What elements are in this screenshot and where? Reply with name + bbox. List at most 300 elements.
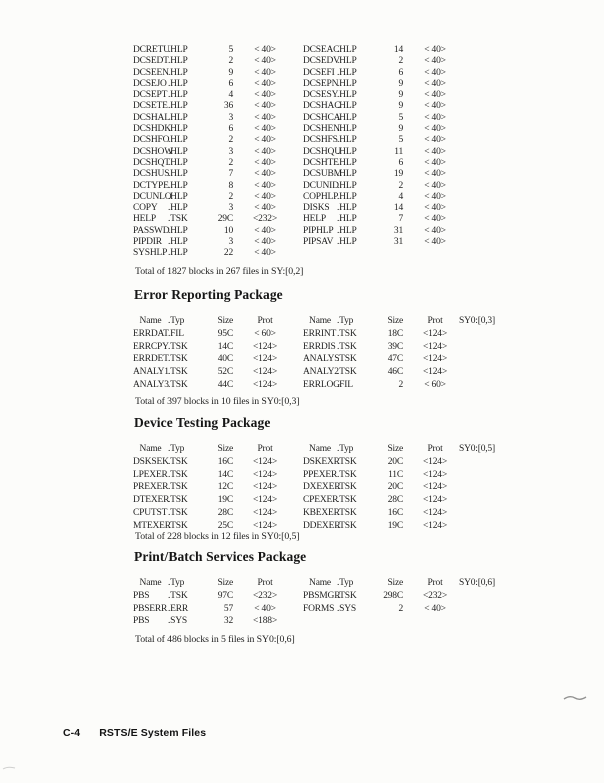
- file-size: 9: [398, 101, 403, 112]
- table-row: [133, 456, 527, 469]
- file-name: DCSHFS: [303, 135, 338, 146]
- file-type: .TSK: [168, 379, 188, 390]
- file-protection: <124>: [423, 341, 447, 352]
- file-name: ANALY1: [133, 367, 169, 378]
- file-size: 28C: [217, 507, 233, 518]
- file-name: ERRLOG: [303, 379, 340, 390]
- print-batch-files-table: [133, 577, 527, 628]
- file-protection: < 40>: [254, 67, 276, 78]
- table-row: [133, 494, 527, 507]
- file-protection: < 40>: [424, 45, 446, 55]
- file-type: .HLP: [337, 124, 357, 135]
- file-type: .TSK: [337, 507, 357, 518]
- file-protection: < 40>: [424, 203, 446, 214]
- file-type: .HLP: [168, 203, 188, 214]
- file-type: .TSK: [337, 354, 357, 365]
- file-name: DCSEJO: [133, 78, 167, 89]
- file-name: DCSEDT: [133, 56, 169, 67]
- table-row: [133, 90, 527, 101]
- file-protection: <124>: [423, 520, 447, 531]
- file-type: .TSK: [337, 341, 357, 352]
- file-size: 28C: [387, 495, 403, 506]
- column-header-size: Size: [387, 578, 403, 588]
- file-name: DCSHCA: [303, 112, 341, 123]
- file-type: .HLP: [168, 78, 188, 89]
- file-name: PBS: [133, 590, 150, 601]
- file-name: DCSHUS: [133, 169, 170, 180]
- file-size: 97C: [217, 590, 233, 601]
- file-name: PIPHLP: [303, 225, 334, 236]
- file-name: ERRINT: [303, 328, 337, 339]
- file-name: DCSHTE: [303, 157, 339, 168]
- column-header-size: Size: [217, 578, 233, 588]
- file-protection: < 40>: [424, 146, 446, 157]
- file-protection: <124>: [253, 469, 277, 480]
- file-size: 10: [223, 225, 233, 236]
- file-protection: <124>: [423, 495, 447, 506]
- file-name: DCSHOW: [133, 146, 173, 157]
- file-protection: < 40>: [254, 191, 276, 202]
- file-size: 14C: [217, 341, 233, 352]
- file-name: DCSHFO: [133, 135, 170, 146]
- file-type: .HLP: [168, 157, 188, 168]
- file-type: .HLP: [337, 214, 357, 225]
- system-help-files-table: [133, 45, 527, 260]
- file-protection: < 40>: [254, 248, 276, 259]
- file-type: .HLP: [168, 67, 188, 78]
- table-row: [133, 379, 527, 392]
- column-header-name: Name: [309, 578, 331, 588]
- file-size: 14C: [217, 469, 233, 480]
- total-line-sy03: Total of 397 blocks in 10 files in SY0:[0,3]: [135, 396, 300, 407]
- file-type: .HLP: [168, 225, 188, 236]
- file-size: 9: [398, 78, 403, 89]
- file-type: .HLP: [168, 169, 188, 180]
- file-type: .HLP: [337, 101, 357, 112]
- file-type: .FIL: [337, 379, 353, 390]
- directory-label: SY0:[0,6]: [459, 578, 495, 588]
- column-header-prot: Prot: [257, 444, 273, 454]
- file-name: DCSHQT: [133, 157, 170, 168]
- file-type: .TSK: [168, 456, 188, 467]
- file-name: DXEXER: [303, 482, 341, 493]
- file-type: .TSK: [168, 469, 188, 480]
- column-header-typ: .Typ: [337, 316, 354, 326]
- file-type: .TSK: [168, 214, 188, 225]
- file-type: .HLP: [337, 180, 357, 191]
- file-protection: <124>: [423, 507, 447, 518]
- file-name: DISKS: [303, 203, 330, 214]
- file-protection: <124>: [253, 354, 277, 365]
- file-type: .HLP: [337, 191, 357, 202]
- file-size: 31: [393, 225, 403, 236]
- file-name: PASSWD: [133, 225, 170, 236]
- file-name: DCTYPE: [133, 180, 169, 191]
- table-row: [133, 192, 527, 203]
- table-row: [133, 45, 527, 56]
- file-type: .TSK: [168, 341, 188, 352]
- file-size: 19: [393, 169, 403, 180]
- file-size: 3: [228, 146, 233, 157]
- file-size: 6: [228, 124, 233, 135]
- table-row: [133, 353, 527, 366]
- file-name: DCSUBM: [303, 169, 342, 180]
- file-name: ERRDET: [133, 354, 169, 365]
- file-size: 46C: [387, 367, 403, 378]
- column-header-typ: .Typ: [337, 578, 354, 588]
- file-protection: [413, 615, 457, 628]
- file-name: COPY: [133, 203, 158, 214]
- file-protection: < 40>: [254, 124, 276, 135]
- file-name: CPUTST: [133, 507, 168, 518]
- file-size: 40C: [217, 354, 233, 365]
- file-size: 18C: [387, 328, 403, 339]
- file-protection: < 40>: [424, 214, 446, 225]
- file-size: 4: [398, 191, 403, 202]
- file-type: .HLP: [168, 191, 188, 202]
- file-name: DTEXER: [133, 495, 170, 506]
- footer-title: RSTS/E System Files: [99, 727, 207, 739]
- file-type: .HLP: [337, 112, 357, 123]
- file-protection: < 40>: [254, 56, 276, 67]
- file-protection: < 40>: [254, 112, 276, 123]
- file-type: .TSK: [337, 590, 357, 601]
- file-name: PBS: [133, 616, 150, 627]
- file-protection: < 40>: [424, 112, 446, 123]
- file-protection: < 40>: [254, 135, 276, 146]
- file-size: 6: [398, 67, 403, 78]
- file-protection: <124>: [423, 469, 447, 480]
- file-protection: <124>: [253, 482, 277, 493]
- file-size: 12C: [217, 482, 233, 493]
- table-header-row: [133, 443, 527, 456]
- file-name: ANALY3: [133, 379, 169, 390]
- file-type: .HLP: [168, 124, 188, 135]
- file-name: DCSHAL: [133, 112, 170, 123]
- file-protection: < 40>: [254, 237, 276, 248]
- file-size: 22: [223, 248, 233, 259]
- file-type: .HLP: [337, 225, 357, 236]
- file-type: .TSK: [168, 482, 188, 493]
- file-protection: < 40>: [254, 78, 276, 89]
- file-size: [372, 615, 403, 628]
- file-type: [337, 248, 372, 259]
- file-name: DCSEPT: [133, 90, 168, 101]
- file-protection: < 40>: [254, 45, 276, 55]
- file-protection: <124>: [253, 495, 277, 506]
- file-size: 44C: [217, 379, 233, 390]
- file-type: .HLP: [168, 90, 188, 101]
- file-name: DCUNID: [303, 180, 339, 191]
- file-size: 14: [393, 45, 403, 55]
- file-name: ANALY2: [303, 367, 339, 378]
- file-type: .FIL: [168, 328, 184, 339]
- table-row: [133, 341, 527, 354]
- column-header-prot: Prot: [257, 578, 273, 588]
- file-type: .TSK: [337, 469, 357, 480]
- table-header-row: [133, 315, 527, 328]
- file-name: PIPSAV: [303, 237, 334, 248]
- table-row: [133, 507, 527, 520]
- file-name: PIPDIR: [133, 237, 162, 248]
- file-size: 2: [398, 603, 403, 614]
- file-protection: <124>: [423, 354, 447, 365]
- file-type: .TSK: [168, 507, 188, 518]
- file-size: 14: [393, 203, 403, 214]
- file-size: [372, 248, 403, 259]
- file-name: ERRCPY: [133, 341, 169, 352]
- file-size: 2: [398, 180, 403, 191]
- file-type: .HLP: [168, 45, 188, 55]
- file-type: .HLP: [337, 237, 357, 248]
- file-size: 47C: [387, 354, 403, 365]
- column-header-size: Size: [387, 316, 403, 326]
- file-size: 2: [228, 135, 233, 146]
- file-type: .HLP: [337, 67, 357, 78]
- directory-label: SY0:[0,3]: [459, 316, 495, 326]
- column-header-typ: .Typ: [168, 444, 185, 454]
- file-size: 32: [223, 616, 233, 627]
- file-protection: [413, 248, 457, 259]
- file-protection: < 40>: [254, 101, 276, 112]
- file-size: 5: [228, 45, 233, 55]
- file-size: 5: [398, 135, 403, 146]
- file-size: 95C: [217, 328, 233, 339]
- file-type: .TSK: [337, 482, 357, 493]
- page-footer: [63, 727, 206, 739]
- table-row: [133, 590, 527, 603]
- file-type: .TSK: [168, 520, 188, 531]
- column-header-prot: Prot: [427, 578, 443, 588]
- column-header-name: Name: [139, 316, 162, 326]
- file-size: 6: [228, 78, 233, 89]
- file-name: PBSMGR: [303, 590, 341, 601]
- scan-edge-mark-icon: [2, 764, 16, 772]
- file-name: DCSEAC: [303, 45, 340, 55]
- table-row: [133, 603, 527, 616]
- column-header-prot: Prot: [427, 444, 443, 454]
- device-testing-files-table: [133, 443, 527, 533]
- file-protection: < 40>: [254, 90, 276, 101]
- file-name: CPEXER: [303, 495, 339, 506]
- file-protection: <124>: [423, 482, 447, 493]
- file-size: 2: [398, 56, 403, 67]
- file-size: 29C: [217, 214, 233, 225]
- file-name: COPHLP: [303, 191, 339, 202]
- file-type: .HLP: [337, 90, 357, 101]
- table-row: [133, 203, 527, 214]
- file-type: .HLP: [168, 101, 188, 112]
- file-type: .TSK: [168, 590, 188, 601]
- file-name: LPEXER: [133, 469, 168, 480]
- table-row: [133, 79, 527, 90]
- file-name: ANALYS: [303, 354, 340, 365]
- file-size: 6: [398, 157, 403, 168]
- file-size: 57: [223, 603, 233, 614]
- table-row: [133, 181, 527, 192]
- file-name: HELP: [133, 214, 156, 225]
- file-type: .HLP: [337, 157, 357, 168]
- file-type: .HLP: [168, 56, 188, 67]
- file-size: 16C: [217, 456, 233, 467]
- table-row: [133, 481, 527, 494]
- file-protection: < 40>: [424, 169, 446, 180]
- file-type: .TSK: [337, 520, 357, 531]
- column-header-typ: .Typ: [337, 444, 354, 454]
- file-protection: < 40>: [424, 191, 446, 202]
- file-type: .TSK: [168, 367, 188, 378]
- file-protection: < 40>: [254, 203, 276, 214]
- file-type: .HLP: [168, 112, 188, 123]
- file-protection: <124>: [253, 520, 277, 531]
- file-name: FORMS: [303, 603, 335, 614]
- file-name: DCSEPN: [303, 78, 339, 89]
- table-row: [133, 237, 527, 248]
- file-name: PPEXER: [303, 469, 338, 480]
- file-name: [303, 615, 337, 628]
- section-heading-error-reporting: Error Reporting Package: [134, 287, 283, 302]
- table-row: [133, 214, 527, 225]
- file-protection: < 40>: [424, 225, 446, 236]
- file-protection: <124>: [423, 456, 447, 467]
- file-size: 9: [398, 124, 403, 135]
- file-protection: < 40>: [254, 157, 276, 168]
- file-size: 16C: [387, 507, 403, 518]
- file-size: 3: [228, 203, 233, 214]
- table-row: [133, 248, 527, 259]
- table-row: [133, 615, 527, 628]
- total-line-sy05: Total of 228 blocks in 12 files in SY0:[0,5]: [135, 531, 300, 542]
- table-row: [133, 469, 527, 482]
- file-type: [337, 615, 372, 628]
- file-name: ERRDAT: [133, 328, 169, 339]
- file-size: 11: [394, 146, 403, 157]
- file-type: .SYS: [168, 616, 188, 627]
- file-name: DCSEFI: [303, 67, 335, 78]
- column-header-name: Name: [309, 316, 331, 326]
- table-row: [133, 169, 527, 180]
- file-type: .TSK: [337, 367, 357, 378]
- file-type: .HLP: [337, 45, 357, 55]
- file-size: 31: [393, 237, 403, 248]
- file-protection: <232>: [253, 214, 277, 225]
- file-size: 19C: [387, 520, 403, 531]
- table-row: [133, 124, 527, 135]
- file-protection: <232>: [423, 590, 447, 601]
- file-size: 20C: [387, 456, 403, 467]
- file-size: 2: [398, 379, 403, 390]
- file-type: .HLP: [168, 248, 188, 259]
- file-name: DSKSEK: [133, 456, 169, 467]
- file-size: 3: [228, 112, 233, 123]
- file-protection: < 40>: [254, 225, 276, 236]
- file-size: 8: [228, 180, 233, 191]
- file-type: .TSK: [337, 456, 357, 467]
- file-protection: < 40>: [424, 90, 446, 101]
- file-protection: < 40>: [254, 603, 276, 614]
- file-type: .HLP: [337, 78, 357, 89]
- file-protection: <124>: [253, 379, 277, 390]
- table-row: [133, 56, 527, 67]
- file-size: 298C: [383, 590, 403, 601]
- file-name: DSKEXR: [303, 456, 340, 467]
- section-heading-device-testing: Device Testing Package: [134, 415, 271, 430]
- file-size: 9: [228, 67, 233, 78]
- column-header-typ: .Typ: [168, 578, 185, 588]
- column-header-name: Name: [139, 578, 162, 588]
- file-name: DCUNLO: [133, 191, 172, 202]
- column-header-size: Size: [387, 444, 403, 454]
- total-line-sy06: Total of 486 blocks in 5 files in SY0:[0,6]: [135, 634, 295, 645]
- file-size: 36: [223, 101, 233, 112]
- file-protection: < 60>: [254, 328, 276, 339]
- file-name: DCSHEN: [303, 124, 340, 135]
- file-size: 7: [398, 214, 403, 225]
- file-name: DCSHAC: [303, 101, 341, 112]
- file-protection: <124>: [423, 367, 447, 378]
- file-protection: < 40>: [424, 101, 446, 112]
- error-reporting-files-table: [133, 315, 527, 392]
- file-protection: < 60>: [424, 379, 446, 390]
- file-size: 9: [398, 90, 403, 101]
- file-name: DCSESY: [303, 90, 339, 101]
- table-row: [133, 366, 527, 379]
- directory-label: SY0:[0,5]: [459, 444, 495, 454]
- file-name: DDEXER: [303, 520, 341, 531]
- file-protection: <124>: [253, 367, 277, 378]
- file-protection: < 40>: [424, 180, 446, 191]
- file-name: PBSERR: [133, 603, 168, 614]
- file-type: .HLP: [337, 169, 357, 180]
- file-name: DCSHDK: [133, 124, 171, 135]
- file-size: 4: [228, 90, 233, 101]
- column-header-size: Size: [217, 444, 233, 454]
- file-protection: <232>: [253, 590, 277, 601]
- file-type: .HLP: [337, 203, 357, 214]
- file-type: .HLP: [337, 56, 357, 67]
- column-header-size: Size: [217, 316, 233, 326]
- section-heading-print-batch: Print/Batch Services Package: [134, 549, 307, 564]
- file-protection: < 40>: [254, 169, 276, 180]
- file-protection: <124>: [423, 328, 447, 339]
- column-header-name: Name: [139, 444, 162, 454]
- table-row: [133, 101, 527, 112]
- file-protection: < 40>: [254, 146, 276, 157]
- file-name: KBEXER: [303, 507, 340, 518]
- file-protection: < 40>: [424, 56, 446, 67]
- pen-mark-icon: [563, 692, 587, 704]
- file-type: .TSK: [168, 354, 188, 365]
- file-protection: < 40>: [424, 237, 446, 248]
- file-size: 52C: [217, 367, 233, 378]
- file-name: [303, 248, 337, 259]
- file-name: ERRDIS: [303, 341, 336, 352]
- table-row: [133, 158, 527, 169]
- column-header-prot: Prot: [427, 316, 443, 326]
- file-name: MTEXER: [133, 520, 171, 531]
- file-size: 5: [398, 112, 403, 123]
- file-protection: < 40>: [424, 603, 446, 614]
- file-protection: < 40>: [254, 180, 276, 191]
- table-row: [133, 328, 527, 341]
- file-type: .TSK: [337, 328, 357, 339]
- total-line-sy02: Total of 1827 blocks in 267 files in SY:[0,2]: [135, 266, 304, 277]
- file-type: .TSK: [168, 495, 188, 506]
- file-name: DCSEDV: [303, 56, 340, 67]
- file-type: .SYS: [337, 603, 357, 614]
- file-name: DCSEEN: [133, 67, 169, 78]
- file-size: 2: [228, 191, 233, 202]
